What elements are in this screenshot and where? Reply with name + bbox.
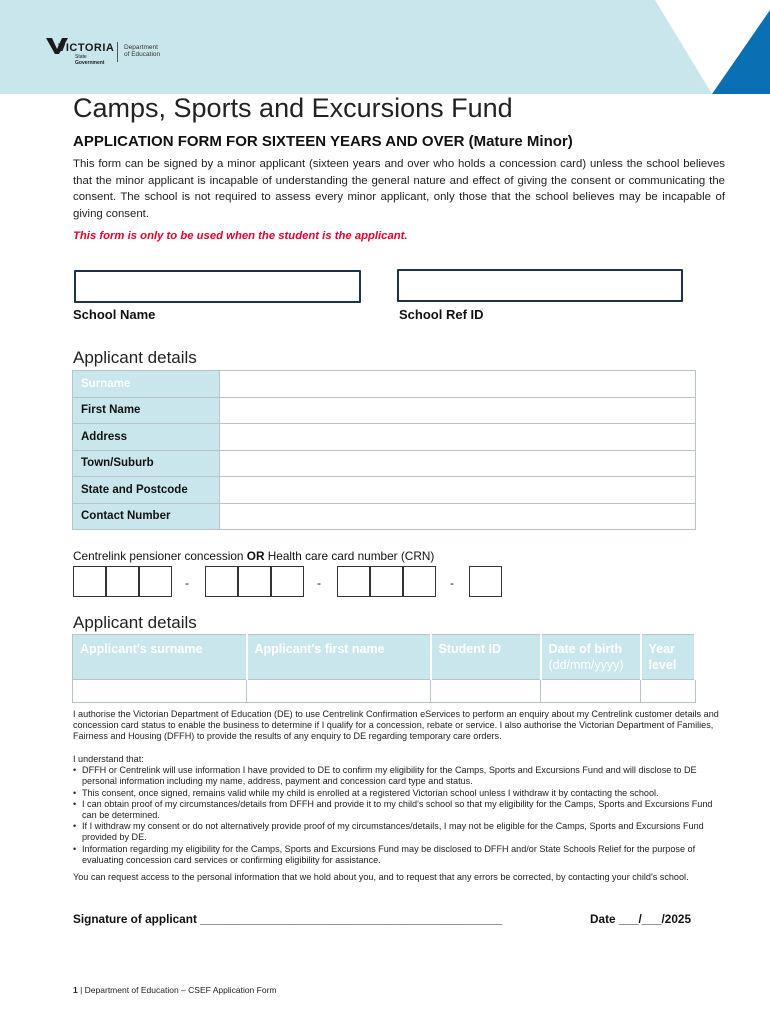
page-title: Camps, Sports and Excursions Fund bbox=[73, 93, 513, 123]
crn-digit-box[interactable] bbox=[337, 566, 370, 597]
logo-government: Government bbox=[75, 60, 105, 66]
understand-heading: I understand that: bbox=[73, 754, 144, 764]
logo-department: Department of Education bbox=[124, 44, 161, 58]
contact-number-label: Contact Number bbox=[73, 503, 220, 530]
crn-digit-box[interactable] bbox=[370, 566, 403, 597]
crn-dash: - bbox=[450, 576, 454, 590]
school-name-input[interactable] bbox=[74, 270, 361, 303]
first-name-label: First Name bbox=[73, 397, 220, 424]
logo-divider bbox=[117, 42, 118, 62]
col-year-level: Year level bbox=[641, 635, 696, 680]
crn-dash: - bbox=[317, 576, 321, 590]
logo-victoria: VICTORIA bbox=[58, 42, 115, 54]
signature-field[interactable]: Signature of applicant ______________________________________________ bbox=[73, 912, 502, 926]
list-item: • If I withdraw my consent or do not alternatively provide proof of my circumstances/details, I may not be eligible for the Camps, Sports and Excursions Fund provided by DE. bbox=[73, 821, 723, 843]
applicant-details-heading: Applicant details bbox=[73, 348, 197, 367]
address-label: Address bbox=[73, 424, 220, 451]
table-row bbox=[73, 371, 696, 398]
state-postcode-label: State and Postcode bbox=[73, 477, 220, 504]
table-row bbox=[73, 424, 696, 451]
date-field[interactable]: Date ___/___/2025 bbox=[590, 912, 692, 926]
year-level-input[interactable] bbox=[641, 680, 696, 703]
page-footer: 1 | Department of Education – CSEF Application Form bbox=[73, 985, 277, 995]
state-postcode-input[interactable] bbox=[220, 477, 696, 504]
logo-state: State bbox=[75, 54, 87, 60]
crn-digit-box[interactable] bbox=[403, 566, 436, 597]
header-band bbox=[0, 0, 770, 94]
crn-digit-box[interactable] bbox=[205, 566, 238, 597]
understand-list bbox=[73, 765, 723, 866]
town-suburb-input[interactable] bbox=[220, 450, 696, 477]
access-paragraph: You can request access to the personal information that we hold about you, and to request that any errors be corrected, by contacting your child's school. bbox=[73, 872, 689, 882]
col-applicant-surname: Applicant's surname bbox=[73, 635, 247, 680]
understand-section bbox=[73, 754, 723, 866]
header-corner-graphic bbox=[0, 0, 770, 94]
table-row bbox=[73, 397, 696, 424]
table-row bbox=[73, 680, 696, 703]
list-item: • DFFH or Centrelink will use information I have provided to DE to confirm my eligibility for the Camps, Sports and Excursions Fund and will disclose to DE personal information including my name, address, payment and concession card type and status. bbox=[73, 765, 723, 787]
first-name-input[interactable] bbox=[220, 397, 696, 424]
applicant-table bbox=[72, 634, 696, 703]
table-row bbox=[73, 503, 696, 530]
list-item: • Information regarding my eligibility for the Camps, Sports and Excursions Fund may be disclosed to DFFH and/or State Schools Relief for the purpose of evaluating concession card services or confirming eligibility for assistance. bbox=[73, 844, 723, 866]
surname-label: Surname bbox=[73, 371, 220, 398]
intro-paragraph: This form can be signed by a minor applicant (sixteen years and over who holds a concession card) unless the school believes that the minor applicant is incapable of understanding the general nature and effect of giving the consent or communicating the consent. The school is not required to assess every minor applicant, only those that the school believes may be incapable of giving consent. bbox=[73, 158, 725, 220]
crn-digit-box[interactable] bbox=[271, 566, 304, 597]
date-of-birth-input[interactable] bbox=[541, 680, 641, 703]
applicant-first-name-input[interactable] bbox=[247, 680, 431, 703]
address-input[interactable] bbox=[220, 424, 696, 451]
crn-digit-box[interactable] bbox=[139, 566, 172, 597]
list-item: • This consent, once signed, remains valid while my child is enrolled at a registered Victorian school unless I withdraw it by contacting the school. bbox=[73, 788, 723, 799]
school-name-label: School Name bbox=[73, 307, 156, 322]
crn-label: Centrelink pensioner concession OR Health care card number (CRN) bbox=[73, 549, 435, 563]
table-row bbox=[73, 477, 696, 504]
applicant-notice: This form is only to be used when the student is the applicant. bbox=[73, 230, 408, 242]
surname-input[interactable] bbox=[220, 371, 696, 398]
town-suburb-label: Town/Suburb bbox=[73, 450, 220, 477]
col-date-of-birth: Date of birth (dd/mm/yyyy) bbox=[541, 635, 641, 680]
school-ref-id-label: School Ref ID bbox=[399, 307, 484, 322]
crn-digit-box[interactable] bbox=[238, 566, 271, 597]
form-subtitle: APPLICATION FORM FOR SIXTEEN YEARS AND OVER (Mature Minor) bbox=[73, 133, 573, 150]
col-applicant-first-name: Applicant's first name bbox=[247, 635, 431, 680]
student-id-input[interactable] bbox=[431, 680, 541, 703]
applicant-details-table bbox=[72, 370, 696, 530]
list-item: • I can obtain proof of my circumstances/details from DFFH and provide it to my child's school so that my eligibility for the Camps, Sports and Excursions Fund can be determined. bbox=[73, 799, 723, 821]
crn-digit-box[interactable] bbox=[106, 566, 139, 597]
crn-dash: - bbox=[185, 576, 189, 590]
col-student-id: Student ID bbox=[431, 635, 541, 680]
table-row bbox=[73, 450, 696, 477]
school-ref-id-input[interactable] bbox=[397, 269, 683, 302]
authorise-paragraph: I authorise the Victorian Department of Education (DE) to use Centrelink Confirmation eServices to perform an enquiry about my Centrelink customer details and concession card status to enable the business to determine if I qualify for a concession, rebate or service. I also authorise the Victorian Department of Families, Fairness and Housing (DFFH) to provide the results of any enquiry to DE regarding temporary care orders. bbox=[73, 709, 719, 742]
applicant-surname-input[interactable] bbox=[73, 680, 247, 703]
table-header-row bbox=[73, 635, 696, 680]
crn-digit-box[interactable] bbox=[73, 566, 106, 597]
applicant-details-heading-2: Applicant details bbox=[73, 613, 197, 632]
crn-check-box[interactable] bbox=[469, 566, 502, 597]
contact-number-input[interactable] bbox=[220, 503, 696, 530]
